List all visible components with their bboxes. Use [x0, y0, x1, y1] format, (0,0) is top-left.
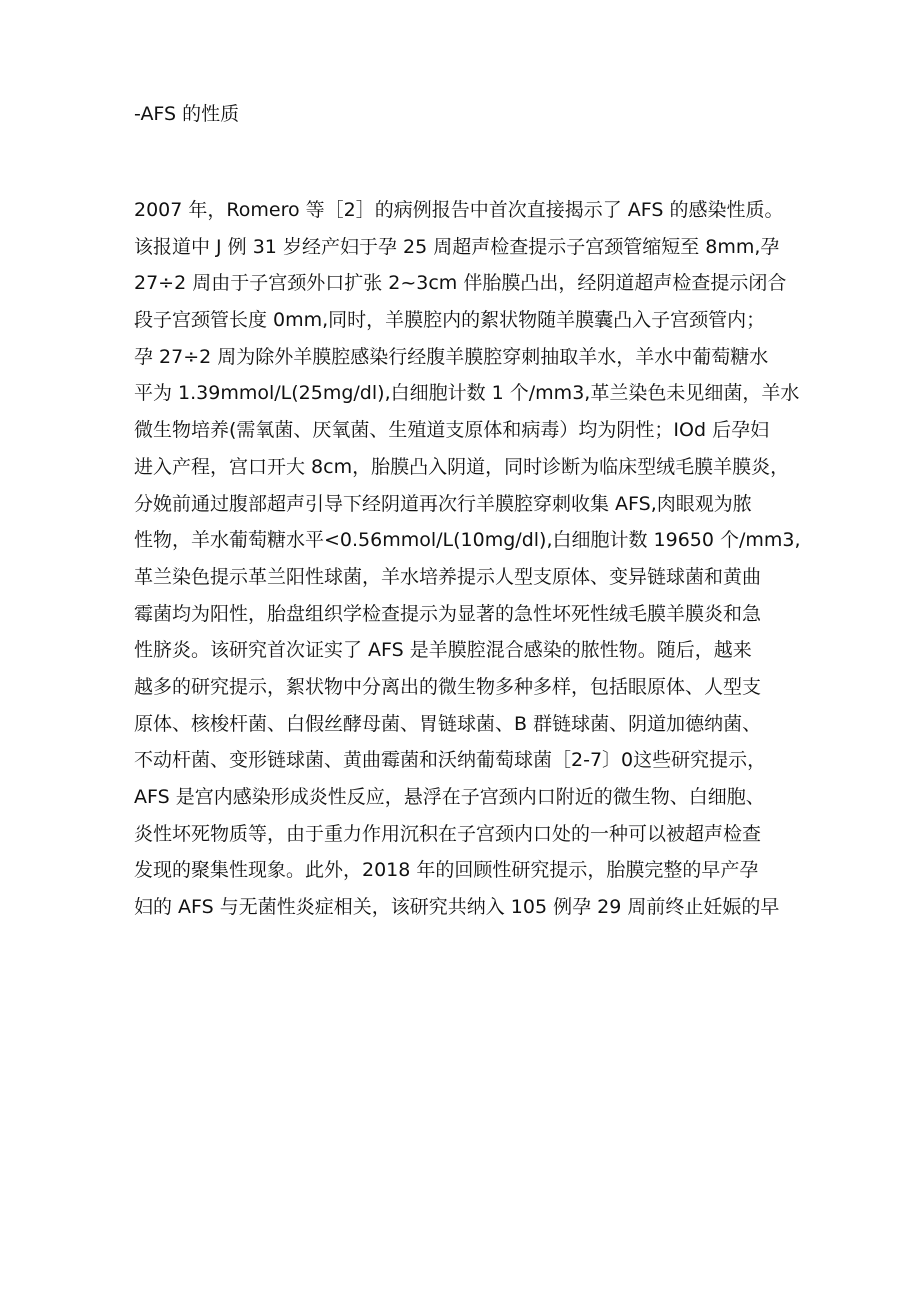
- text-line: 2007 年，Romero 等［2］的病例报告中首次直接揭示了 AFS 的感染性质。: [134, 199, 784, 221]
- text-line: 原体、核梭杆菌、白假丝酵母菌、胃链球菌、B 群链球菌、阴道加德纳菌、: [134, 712, 762, 735]
- text-line: 27÷2 周由于子宫颈外口扩张 2~3cm 伴胎膜凸出，经阴道超声检查提示闭合: [134, 272, 787, 295]
- text-line: 越多的研究提示，絮状物中分离出的微生物多种多样，包括眼原体、人型支: [134, 675, 762, 698]
- text-line: 平为 1.39mmol/L(25mg/dl),白细胞计数 1 个/mm3,革兰染色未见细菌，羊水: [134, 382, 800, 405]
- text-line: 性物，羊水葡萄糖水平<0.56mmol/L(10mg/dl),白细胞计数 19650 个/mm3,: [134, 529, 801, 552]
- section-heading: -AFS 的性质: [134, 103, 240, 125]
- text-line: 炎性坏死物质等，由于重力作用沉积在子宫颈内口处的一种可以被超声检查: [134, 822, 762, 845]
- text-line: 革兰染色提示革兰阳性球菌，羊水培养提示人型支原体、变异链球菌和黄曲: [134, 565, 762, 588]
- text-line: 霉菌均为阳性，胎盘组织学检查提示为显著的急性坏死性绒毛膜羊膜炎和急: [134, 602, 762, 625]
- text-line: 微生物培养(需氧菌、厌氧菌、生殖道支原体和病毒）均为阴性；IOd 后孕妇: [134, 419, 770, 442]
- text-line: 段子宫颈管长度 0mm,同时，羊膜腔内的絮状物随羊膜囊凸入子宫颈管内；: [134, 309, 766, 332]
- text-line: 该报道中 J 例 31 岁经产妇于孕 25 周超声检查提示子宫颈管缩短至 8mm,孕: [134, 235, 780, 258]
- text-line: 不动杆菌、变形链球菌、黄曲霉菌和沃纳葡萄球菌［2-7〕0这些研究提示，: [134, 749, 767, 772]
- body-paragraph: [134, 192, 824, 926]
- text-line: 发现的聚集性现象。此外，2018 年的回顾性研究提示，胎膜完整的早产孕: [134, 859, 759, 882]
- text-line: 分娩前通过腹部超声引导下经阴道再次行羊膜腔穿刺收集 AFS,肉眼观为脓: [134, 492, 752, 515]
- text-line: 孕 27÷2 周为除外羊膜腔感染行经腹羊膜腔穿刺抽取羊水，羊水中葡萄糖水: [134, 345, 769, 368]
- text-line: 进入产程，宫口开大 8cm，胎膜凸入阴道，同时诊断为临床型绒毛膜羊膜炎，: [134, 455, 790, 478]
- text-line: 性脐炎。该研究首次证实了 AFS 是羊膜腔混合感染的脓性物。随后，越来: [134, 639, 752, 662]
- text-line: AFS 是宫内感染形成炎性反应，悬浮在子宫颈内口附近的微生物、白细胞、: [134, 786, 765, 808]
- text-line: 妇的 AFS 与无菌性炎症相关，该研究共纳入 105 例孕 29 周前终止妊娠的早: [134, 896, 780, 919]
